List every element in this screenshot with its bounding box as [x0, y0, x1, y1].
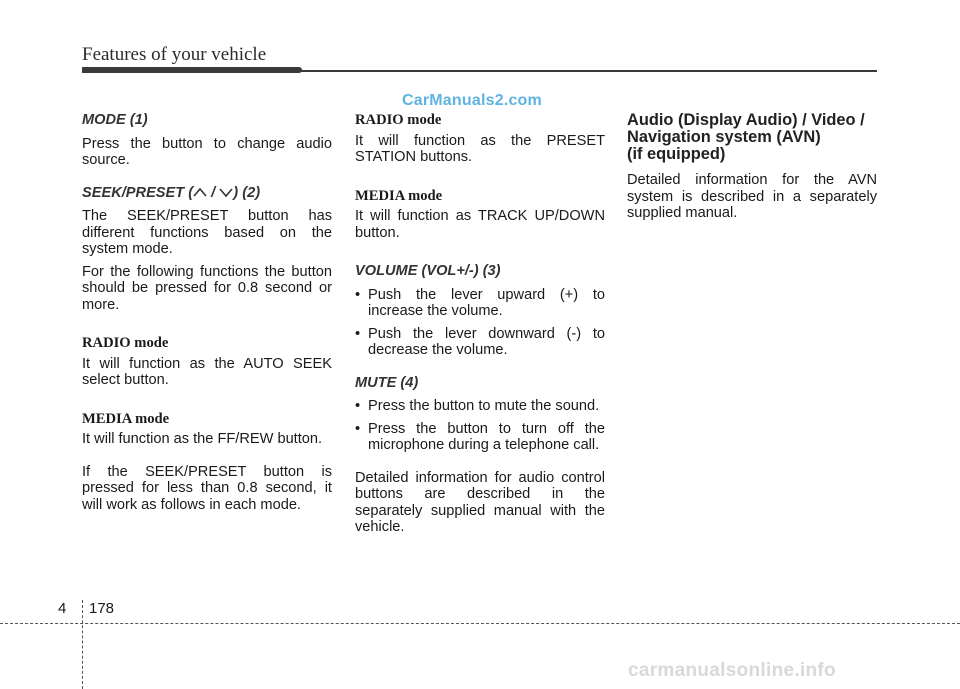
- seek-text: The SEEK/PRESET button has different functions based on the system mode.: [82, 208, 332, 257]
- column-right: [627, 112, 877, 228]
- seek-heading-pre: SEEK/PRESET (: [82, 184, 194, 201]
- page-number: 178: [89, 600, 115, 617]
- media-mode-heading-2: MEDIA mode: [355, 187, 443, 204]
- seek-heading: [82, 185, 332, 202]
- section-heading-line-2: Navigation system (AVN): [627, 128, 821, 146]
- radio-mode-heading: RADIO mode: [82, 335, 169, 351]
- media-mode-heading: MEDIA mode: [82, 410, 170, 427]
- chevron-down-icon: [219, 186, 233, 198]
- section-heading-line-3: (if equipped): [627, 145, 726, 163]
- column-middle: [355, 112, 605, 542]
- seek-heading-post: ) (2): [233, 184, 261, 201]
- detail-text: Detailed information for audio control buttons are described in the separately supplied manual with the vehicle.: [355, 469, 605, 535]
- volume-list: [355, 287, 605, 359]
- header-rule: [82, 70, 877, 72]
- site-watermark[interactable]: carmanualsonline.info: [628, 660, 836, 681]
- radio-mode-heading-2: RADIO mode: [355, 112, 442, 128]
- footer-divider: [82, 600, 83, 689]
- radio-mode-text-2: It will function as the PRESET STATION buttons.: [355, 132, 605, 165]
- list-item: • Push the lever downward (-) to decrease the volume.: [355, 326, 605, 359]
- mode-text: Press the button to change audio source.: [82, 135, 332, 168]
- footer-rule: [0, 623, 960, 624]
- short-press-text: If the SEEK/PRESET button is pressed for less than 0.8 second, it will work as follows in each mode.: [82, 463, 332, 513]
- list-item: • Push the lever upward (+) to increase the volume.: [355, 287, 605, 320]
- page-header-title: Features of your vehicle: [82, 44, 267, 65]
- chapter-number: 4: [58, 600, 67, 617]
- chevron-up-icon: [193, 186, 207, 198]
- media-mode-text-2: It will function as TRACK UP/DOWN button.: [355, 208, 605, 241]
- section-text: Detailed information for the AVN system is described in a separately supplied manual.: [627, 172, 877, 221]
- list-item: • Press the button to mute the sound.: [355, 398, 605, 415]
- volume-heading: VOLUME (VOL+/-) (3): [355, 263, 501, 279]
- media-mode-text: It will function as the FF/REW button.: [82, 431, 323, 447]
- mode-heading: MODE (1): [82, 112, 148, 128]
- watermark-logo[interactable]: CarManuals2.com: [402, 92, 542, 109]
- list-item: • Press the button to turn off the microphone during a telephone call.: [355, 421, 605, 454]
- mute-heading: MUTE (4): [355, 374, 419, 391]
- press-text: For the following functions the button should be pressed for 0.8 second or more.: [82, 263, 332, 313]
- section-heading-line-1: Audio (Display Audio) / Video /: [627, 111, 865, 129]
- radio-mode-text: It will function as the AUTO SEEK select button.: [82, 355, 332, 388]
- seek-heading-sep: /: [211, 184, 216, 201]
- column-left: [82, 112, 332, 519]
- section-heading: [627, 112, 877, 163]
- mute-list: [355, 398, 605, 454]
